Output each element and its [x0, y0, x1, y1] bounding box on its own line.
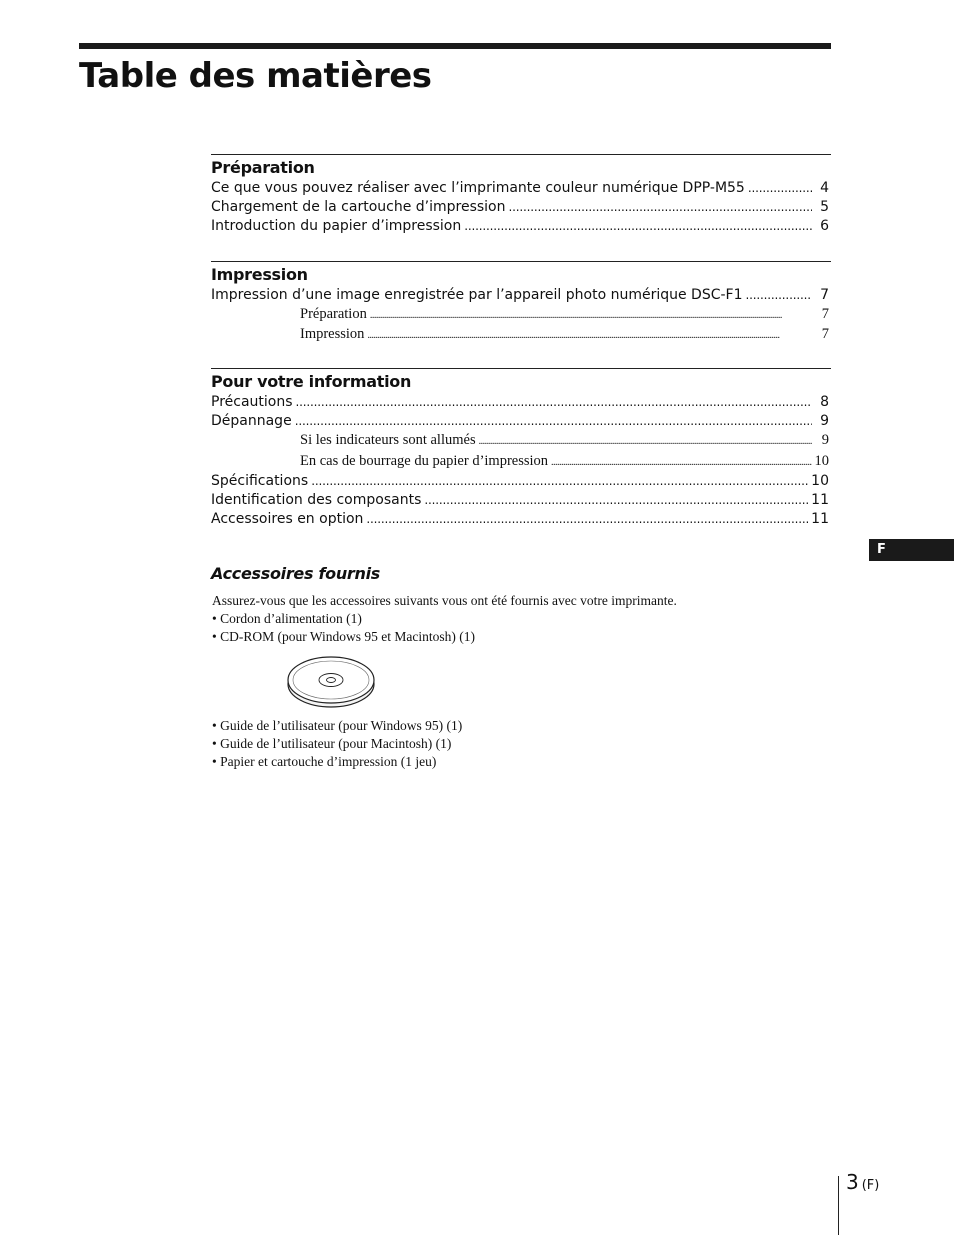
toc-subentry[interactable] [211, 325, 831, 345]
toc-entry-label: Spécifications [211, 472, 309, 489]
title-rule [79, 43, 831, 49]
list-item: • CD-ROM (pour Windows 95 et Macintosh) (1) [212, 629, 476, 644]
toc-section-preparation [211, 154, 831, 237]
accessories-intro: Assurez-vous que les accessoires suivants vous ont été fournis avec votre imprimante. [212, 593, 677, 608]
dot-leader [424, 491, 808, 510]
toc-entry-page: 6 [820, 218, 829, 235]
dot-leader [746, 286, 812, 305]
toc-entry[interactable] [211, 393, 831, 412]
toc-entry-label: Précautions [211, 394, 293, 410]
section-rule [211, 261, 831, 262]
dot-leader [366, 510, 808, 529]
list-item: • Guide de l’utilisateur (pour Windows 95) (1) [212, 718, 463, 733]
toc-entry-label: Dépannage [211, 413, 292, 430]
toc-subentry[interactable] [211, 305, 831, 325]
toc-entry-page: 7 [821, 326, 829, 343]
toc-entry-page: 7 [821, 306, 829, 323]
language-tab-marker: F [869, 539, 954, 561]
toc-entry-label: Accessoires en option [211, 511, 364, 528]
toc-entry-label: Si les indicateurs sont allumés [300, 432, 476, 449]
toc-entry-page: 9 [820, 413, 829, 430]
section-rule [211, 154, 831, 155]
toc-entry-page: 7 [820, 287, 829, 303]
toc-entry-page: 10 [814, 452, 829, 469]
toc-entry[interactable] [211, 510, 831, 529]
toc-entry-label: Ce que vous pouvez réaliser avec l’imprimante couleur numérique DPP-M55 [211, 180, 745, 196]
accessories-title: Accessoires fournis [211, 564, 381, 583]
toc-entry-label: Introduction du papier d’impression [211, 218, 462, 235]
page-title: Table des matières [79, 56, 432, 96]
toc-entry-label: Impression [300, 326, 365, 343]
section-heading: Pour votre information [211, 372, 412, 391]
dot-leader [509, 198, 813, 217]
toc-entry[interactable] [211, 286, 831, 305]
section-heading: Impression [211, 265, 308, 284]
toc-entry-label: Identification des composants [211, 492, 422, 509]
toc-entry-label: En cas de bourrage du papier d’impression [300, 452, 549, 469]
dot-leader [479, 431, 812, 451]
toc-entry-page: 8 [820, 394, 829, 410]
dot-leader [464, 217, 812, 236]
toc-entry-page: 5 [820, 199, 829, 216]
toc-entry-page: 11 [811, 492, 829, 509]
dot-leader [296, 393, 812, 412]
list-item: • Papier et cartouche d’impression (1 jeu) [212, 754, 437, 769]
list-item: • Cordon d’alimentation (1) [212, 611, 362, 626]
toc-entry[interactable] [211, 412, 831, 431]
cd-rom-icon [284, 654, 378, 715]
toc-section-impression [211, 261, 831, 346]
page-number-rule [838, 1176, 839, 1235]
toc-entry[interactable] [211, 179, 831, 198]
toc-entry-page: 10 [811, 472, 829, 489]
dot-leader [551, 452, 811, 472]
toc-entry-page: 9 [821, 432, 829, 449]
toc-entry-page: 4 [820, 180, 829, 196]
toc-entry[interactable] [211, 198, 831, 217]
accessories-list-bottom [212, 717, 462, 771]
toc-entry-label: Impression d’une image enregistrée par l’appareil photo numérique DSC-F1 [211, 287, 743, 303]
page-number-value: 3 [846, 1170, 859, 1194]
dot-leader [748, 179, 812, 198]
section-rule [211, 368, 831, 369]
dot-leader [295, 412, 812, 431]
section-heading: Préparation [211, 158, 315, 177]
toc-entry[interactable] [211, 491, 831, 510]
accessories-list-top [212, 610, 475, 646]
toc-entry-page: 11 [811, 511, 829, 528]
toc-entry-label: Préparation [300, 306, 367, 323]
toc-entry[interactable] [211, 472, 831, 491]
dot-leader [311, 472, 808, 491]
page-number-suffix: (F) [861, 1178, 880, 1193]
dot-leader [370, 305, 812, 325]
dot-leader [367, 325, 812, 345]
list-item: • Guide de l’utilisateur (pour Macintosh) (1) [212, 736, 452, 751]
toc-entry[interactable] [211, 217, 831, 236]
toc-subentry[interactable] [211, 431, 831, 451]
toc-section-information [211, 368, 831, 529]
toc-entry-label: Chargement de la cartouche d’impression [211, 199, 506, 216]
page-number [846, 1170, 879, 1194]
toc-subentry[interactable] [211, 452, 831, 472]
